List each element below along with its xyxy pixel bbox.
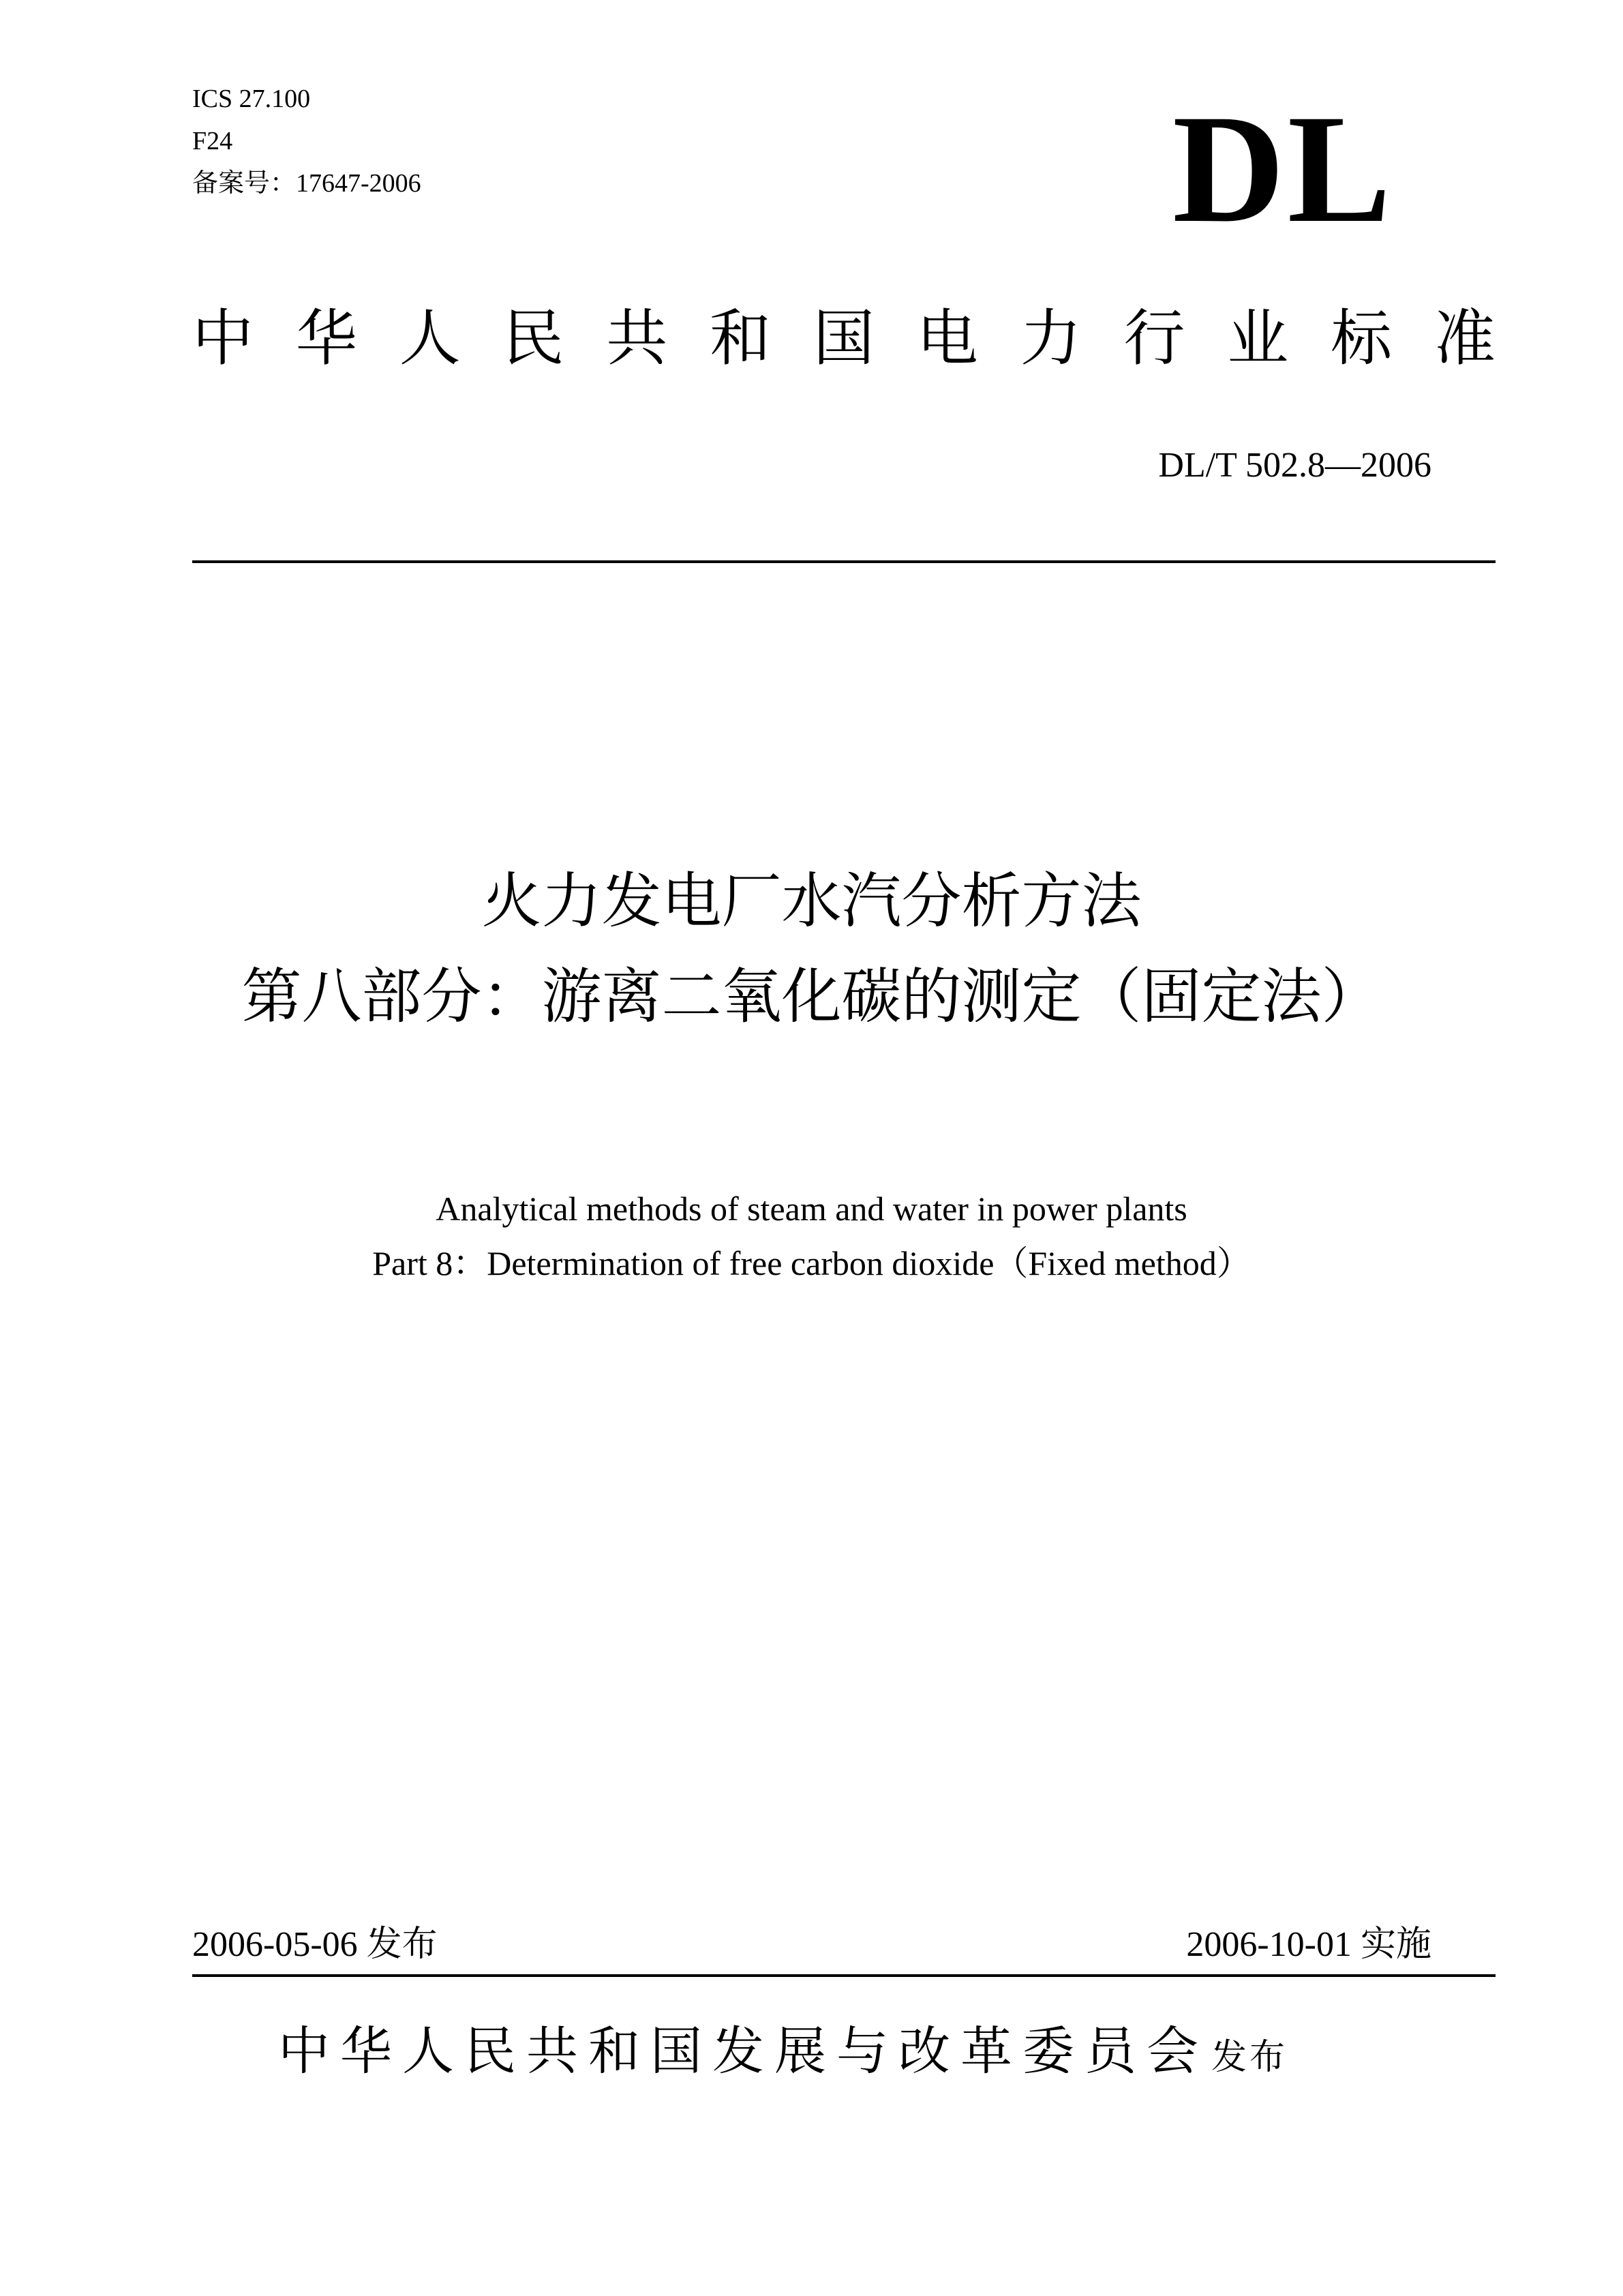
- issuer-name: 中华人民共和国发展与改革委员会: [278, 2021, 1209, 2081]
- industry-title-char: 准: [1434, 303, 1496, 374]
- bottom-divider: [192, 1974, 1496, 1977]
- industry-title-char: 国: [813, 303, 875, 374]
- title-en-line2: Part 8：Determination of free carbon dioxide（Fixed method）: [372, 1244, 1251, 1282]
- industry-title-char: 和: [710, 303, 772, 374]
- issue-date: 2006-05-06 发布: [192, 1925, 438, 1964]
- industry-title-char: 业: [1227, 303, 1289, 374]
- industry-title-char: 华: [295, 303, 357, 374]
- dl-logo: DL: [1172, 83, 1394, 255]
- issuing-body: [278, 2014, 1423, 2089]
- industry-title-char: 标: [1331, 303, 1393, 374]
- industry-title-char: 共: [606, 303, 668, 374]
- title-en-line1: Analytical methods of steam and water in power plants: [436, 1190, 1187, 1228]
- industry-title-char: 人: [399, 303, 461, 374]
- ccs-code: F24: [192, 127, 233, 155]
- industry-title-char: 力: [1020, 303, 1082, 374]
- standard-number: DL/T 502.8—2006: [1158, 446, 1431, 485]
- ics-code: ICS 27.100: [192, 85, 311, 113]
- title-cn-line1: 火力发电厂水汽分析方法: [481, 866, 1142, 936]
- industry-title-char: 电: [916, 303, 978, 374]
- top-divider: [192, 560, 1496, 563]
- filing-number: 备案号：17647-2006: [192, 169, 421, 198]
- industry-title-char: 行: [1123, 303, 1185, 374]
- issuer-suffix: 发布: [1211, 2037, 1288, 2078]
- implementation-date: 2006-10-01 实施: [1186, 1925, 1431, 1964]
- title-cn-line2: 第八部分：游离二氧化碳的测定（固定法）: [241, 961, 1382, 1031]
- industry-standard-title: [192, 294, 1496, 383]
- industry-title-char: 中: [192, 303, 254, 374]
- industry-title-char: 民: [502, 303, 564, 374]
